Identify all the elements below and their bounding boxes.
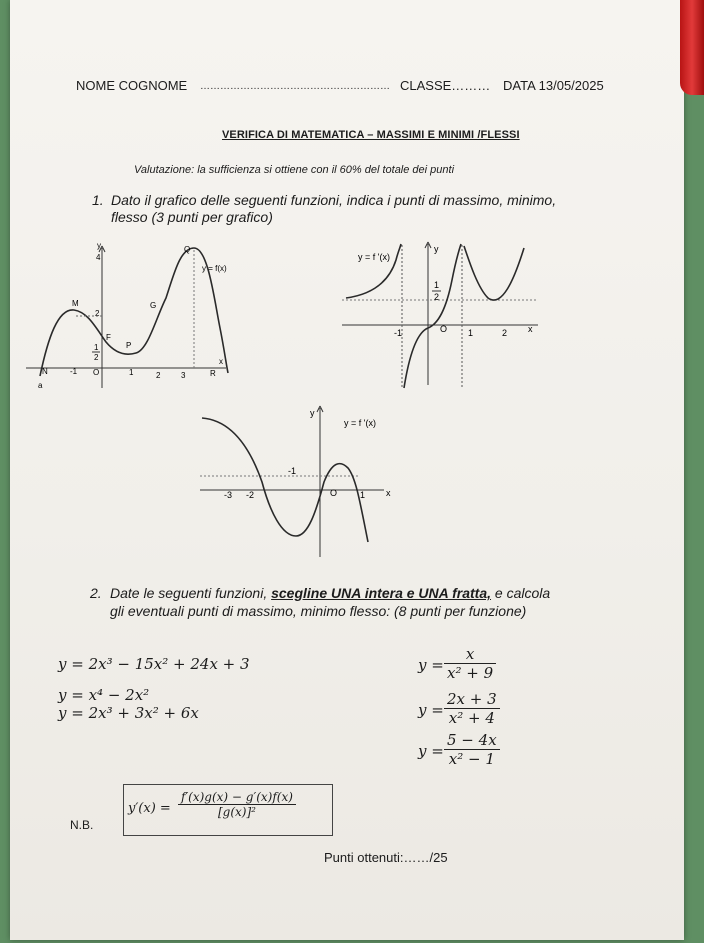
g1-tick-2: 2 (156, 371, 161, 380)
function-int-2: y = x⁴ − 2x² (58, 686, 150, 704)
function-frac-1-lhs: y = (418, 656, 444, 674)
g2-tick-1: 1 (468, 328, 474, 338)
g1-point-p: P (126, 341, 132, 350)
g2-tick-o: O (440, 324, 448, 334)
name-dots: ………………………………………………… (200, 81, 390, 92)
g1-point-f: F (106, 333, 111, 342)
q2-line1-underlined: scegline UNA intera e UNA fratta, (271, 585, 492, 601)
g2-tick-2: 2 (502, 328, 508, 338)
g1-tick-1: 1 (129, 368, 134, 377)
worksheet-paper (10, 0, 684, 940)
function-frac-3-lhs: y = (418, 742, 444, 760)
function-frac-2 (444, 690, 500, 727)
q2-number: 2. (90, 585, 102, 601)
g1-point-g: G (150, 301, 157, 310)
g3-axis-y: y (310, 408, 315, 418)
nb-label: N.B. (70, 818, 94, 832)
g3-axis-x: x (386, 488, 391, 498)
g2-label-fn: y = f '(x) (358, 252, 390, 262)
g3-tick-m3: -3 (224, 490, 233, 500)
q2-line1-a: Date le seguenti funzioni, (110, 585, 272, 601)
g1-stray-a: a (38, 381, 43, 390)
function-int-3: y = 2x³ + 3x² + 6x (58, 704, 199, 722)
function-frac-1 (444, 645, 496, 682)
derivative-formula-box (123, 784, 333, 836)
g1-point-r: R (210, 369, 216, 378)
nb-frac (178, 790, 296, 819)
g3-tick-m1: -1 (288, 466, 297, 476)
q2-text-line2: gli eventuali punti di massimo, minimo flesso: (8 punti per funzione) (110, 603, 527, 619)
function-frac-2-num: 2x + 3 (447, 690, 497, 708)
date-label: DATA 13/05/2025 (503, 78, 604, 93)
g3-tick-1: 1 (360, 490, 366, 500)
red-pen (680, 0, 704, 95)
name-label: NOME COGNOME (76, 78, 188, 93)
g2-frac-den: 2 (434, 292, 440, 302)
g1-point-q: Q (184, 245, 191, 254)
g1-tick-o: O (93, 368, 100, 377)
graph-2-fprime (338, 240, 548, 390)
q2-line1-b: e calcola (491, 585, 551, 601)
function-frac-2-den: x² + 4 (444, 708, 500, 727)
g3-tick-m2: -2 (246, 490, 255, 500)
g1-tick-3: 3 (181, 371, 186, 380)
g3-label-fn: y = f '(x) (344, 418, 376, 428)
page-title: VERIFICA DI MATEMATICA – MASSIMI E MINIMI /FLESSI (222, 129, 520, 141)
g1-label-fn: y = f(x) (202, 264, 227, 273)
g1-point-m: M (72, 299, 79, 308)
g1-frac-den: 2 (94, 353, 99, 362)
function-frac-1-den: x² + 9 (444, 663, 496, 682)
nb-lhs: y′(x) = (128, 801, 171, 816)
g2-frac-num: 1 (434, 280, 440, 290)
q1-number: 1. (92, 192, 104, 208)
g1-axis-x: x (219, 357, 223, 366)
g1-tick-y2: 2 (95, 309, 100, 318)
function-frac-3-den: x² − 1 (444, 749, 500, 768)
graph-3-fprime (198, 402, 398, 562)
function-frac-3-num: 5 − 4x (447, 731, 497, 749)
nb-num: f′(x)g(x) − g′(x)f(x) (181, 790, 293, 804)
class-label: CLASSE……… (400, 78, 491, 93)
function-frac-3 (444, 731, 500, 768)
function-frac-2-lhs: y = (418, 701, 444, 719)
g1-tick-4: 4 (96, 253, 101, 262)
q2-text-line1 (110, 585, 550, 601)
g1-point-n: N (42, 367, 48, 376)
q1-text-line2: flesso (3 punti per grafico) (111, 209, 273, 225)
grading-note: Valutazione: la sufficienza si ottiene con il 60% del totale dei punti (134, 164, 455, 176)
g1-axis-y: y (97, 241, 101, 250)
g2-tick-m1: -1 (394, 328, 403, 338)
g2-axis-x: x (528, 324, 533, 334)
g3-tick-o: O (330, 488, 338, 498)
graph-1-f (26, 238, 236, 393)
g2-axis-y: y (434, 244, 439, 254)
g1-tick-m1: -1 (70, 367, 78, 376)
function-frac-1-num: x (465, 645, 475, 663)
score-line: Punti ottenuti:……/25 (324, 850, 448, 865)
function-int-1: y = 2x³ − 15x² + 24x + 3 (58, 655, 250, 673)
g1-frac-num: 1 (94, 343, 99, 352)
q1-text-line1: Dato il grafico delle seguenti funzioni, indica i punti di massimo, minimo, (111, 192, 557, 208)
nb-den: [g(x)]² (178, 804, 296, 819)
